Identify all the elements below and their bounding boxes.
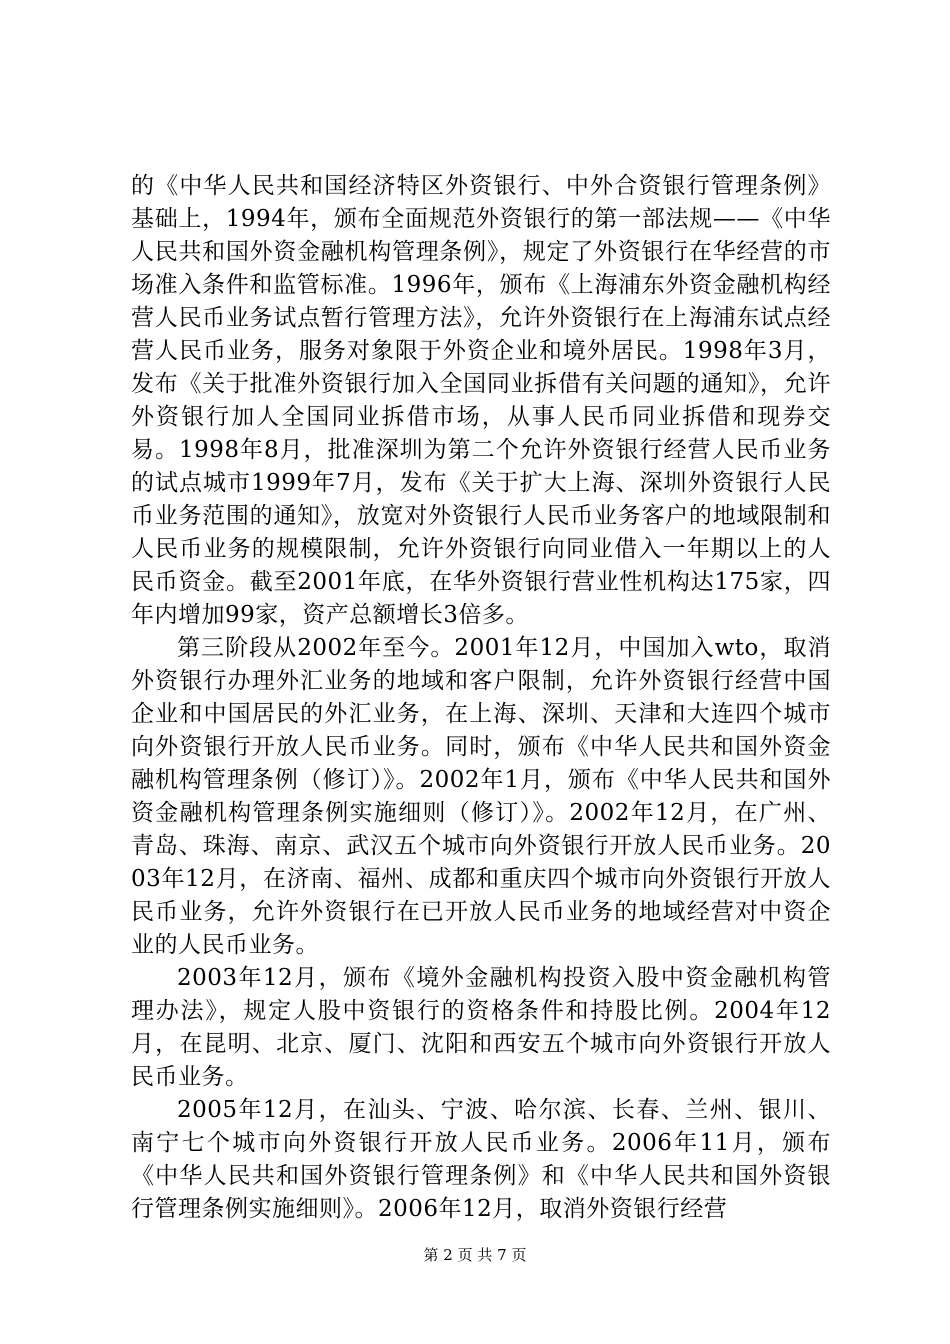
page-number-footer: 第 2 页 共 7 页 [423,1246,527,1264]
document-body [131,170,831,1226]
paragraph-third-stage: 第三阶段从2002年至今。2001年12月，中国加入wto，取消外资银行办理外汇业务的地域和客户限制，允许外资银行经营中国企业和中国居民的外汇业务，在上海、深圳、天津和大连四个城市向外资银行开放人民币业务。同时，颁布《中华人民共和国外资金融机构管理条例（修订）》。2002年1月，颁布《中华人民共和国外资金融机构管理条例实施细则（修订）》。2002年12月，在广州、青岛、珠海、南京、武汉五个城市向外资银行开放人民币业务。2003年12月，在济南、福州、成都和重庆四个城市向外资银行开放人民币业务，允许外资银行在已开放人民币业务的地域经营对中资企业的人民币业务。 [131,635,831,958]
paragraph-continued: 的《中华人民共和国经济特区外资银行、中外合资银行管理条例》基础上，1994年，颁布全面规范外资银行的第一部法规——《中华人民共和国外资金融机构管理条例》，规定了外资银行在华经营的市场准入条件和监管标准。1996年，颁布《上海浦东外资金融机构经营人民币业务试点暂行管理方法》，允许外资银行在上海浦东试点经营人民币业务，服务对象限于外资企业和境外居民。1998年3月，发布《关于批准外资银行加入全国同业拆借有关问题的通知》，允许外资银行加人全国同业拆借市场，从事人民币同业拆借和现券交易。1998年8月，批准深圳为第二个允许外资银行经营人民币业务的试点城市1999年7月，发布《关于扩大上海、深圳外资银行人民币业务范围的通知》，放宽对外资银行人民币业务客户的地域限制和人民币业务的规模限制，允许外资银行向同业借入一年期以上的人民币资金。截至2001年底，在华外资银行营业性机构达175家，四年内增加99家，资产总额增长3倍多。 [131,173,831,628]
paragraph-2003: 2003年12月，颁布《境外金融机构投资入股中资金融机构管理办法》，规定人股中资银行的资格条件和持股比例。2004年12月，在昆明、北京、厦门、沈阳和西安五个城市向外资银行开放人民币业务。 [131,965,831,1090]
paragraph-2005: 2005年12月，在汕头、宁波、哈尔滨、长春、兰州、银川、南宁七个城市向外资银行开放人民币业务。2006年11月，颁布《中华人民共和国外资银行管理条例》和《中华人民共和国外资银行管理条例实施细则》。2006年12月，取消外资银行经营 [131,1097,831,1222]
